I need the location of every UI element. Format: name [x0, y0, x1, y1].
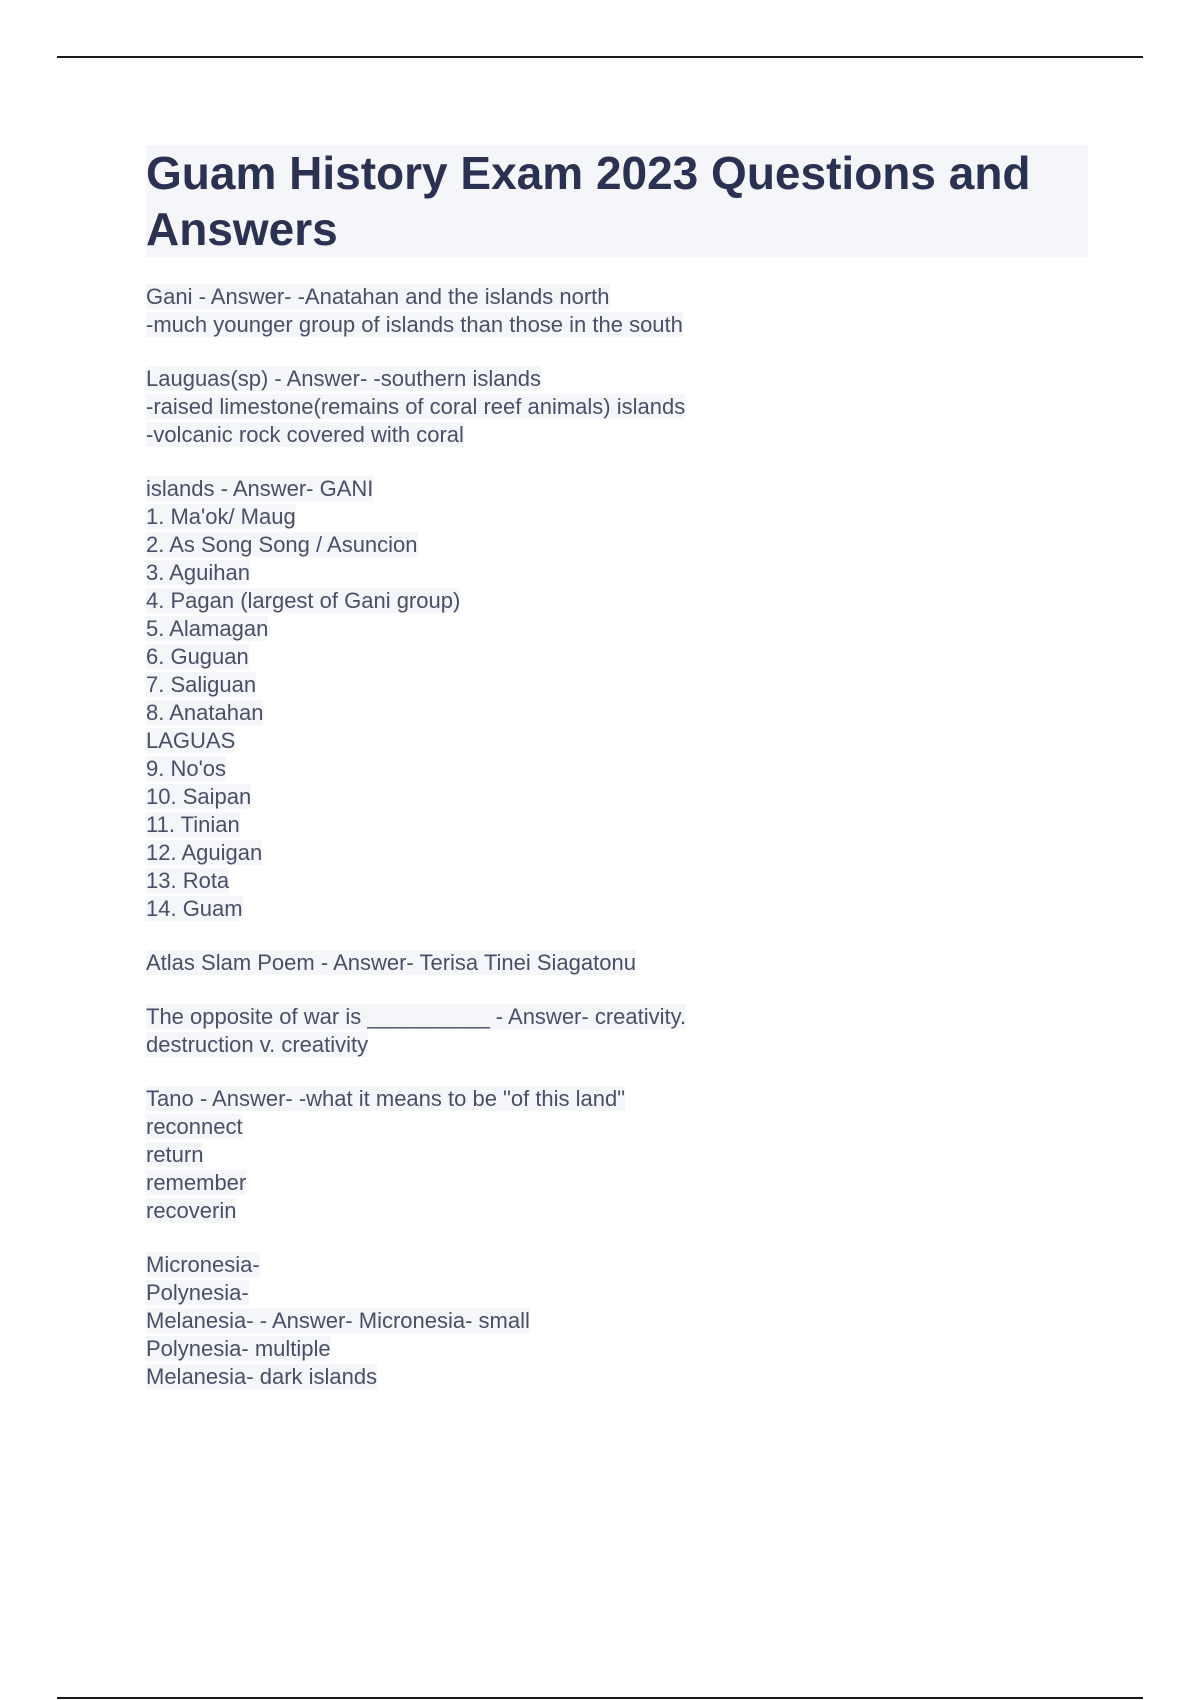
list-item: 13. Rota: [146, 868, 230, 893]
qa-block-lauguas: [146, 365, 1088, 449]
list-item: 8. Anatahan: [146, 700, 264, 725]
text-line: The opposite of war is __________ - Answer- creativity.: [146, 1004, 687, 1029]
top-rule: [57, 56, 1143, 58]
text-line: remember: [146, 1170, 247, 1195]
list-item: 10. Saipan: [146, 784, 252, 809]
qa-block-opposite-of-war: [146, 1003, 1088, 1059]
list-heading: LAGUAS: [146, 728, 236, 753]
text-line: islands - Answer- GANI: [146, 476, 374, 501]
text-line: Lauguas(sp) - Answer- -southern islands: [146, 366, 541, 391]
document-body: [146, 145, 1088, 1417]
list-item: 1. Ma'ok/ Maug: [146, 504, 296, 529]
text-line: Polynesia- multiple: [146, 1336, 331, 1361]
list-item: 14. Guam: [146, 896, 243, 921]
text-line: Micronesia-: [146, 1252, 260, 1277]
text-line: -much younger group of islands than those in the south: [146, 312, 683, 337]
page-title: Guam History Exam 2023 Questions and Answers: [146, 145, 1088, 257]
list-item: 2. As Song Song / Asuncion: [146, 532, 418, 557]
text-line: destruction v. creativity: [146, 1032, 369, 1057]
text-line: Tano - Answer- -what it means to be "of this land": [146, 1086, 626, 1111]
text-line: Atlas Slam Poem - Answer- Terisa Tinei Siagatonu: [146, 950, 636, 975]
list-item: 3. Aguihan: [146, 560, 250, 585]
text-line: Polynesia-: [146, 1280, 249, 1305]
list-item: 9. No'os: [146, 756, 227, 781]
text-line: -raised limestone(remains of coral reef animals) islands: [146, 394, 686, 419]
qa-block-tano: [146, 1085, 1088, 1225]
qa-block-atlas: [146, 949, 1088, 977]
bottom-rule: [57, 1697, 1143, 1699]
list-item: 5. Alamagan: [146, 616, 269, 641]
text-line: Melanesia- - Answer- Micronesia- small: [146, 1308, 530, 1333]
text-line: Melanesia- dark islands: [146, 1364, 378, 1389]
list-item: 11. Tinian: [146, 812, 240, 837]
qa-block-islands: [146, 475, 1088, 923]
list-item: 12. Aguigan: [146, 840, 263, 865]
qa-block-nesia: [146, 1251, 1088, 1391]
list-item: 7. Saliguan: [146, 672, 257, 697]
text-line: Gani - Answer- -Anatahan and the islands north: [146, 284, 610, 309]
list-item: 4. Pagan (largest of Gani group): [146, 588, 461, 613]
text-line: return: [146, 1142, 204, 1167]
text-line: reconnect: [146, 1114, 243, 1139]
text-line: recoverin: [146, 1198, 237, 1223]
text-line: -volcanic rock covered with coral: [146, 422, 464, 447]
qa-block-gani: [146, 283, 1088, 339]
list-item: 6. Guguan: [146, 644, 249, 669]
